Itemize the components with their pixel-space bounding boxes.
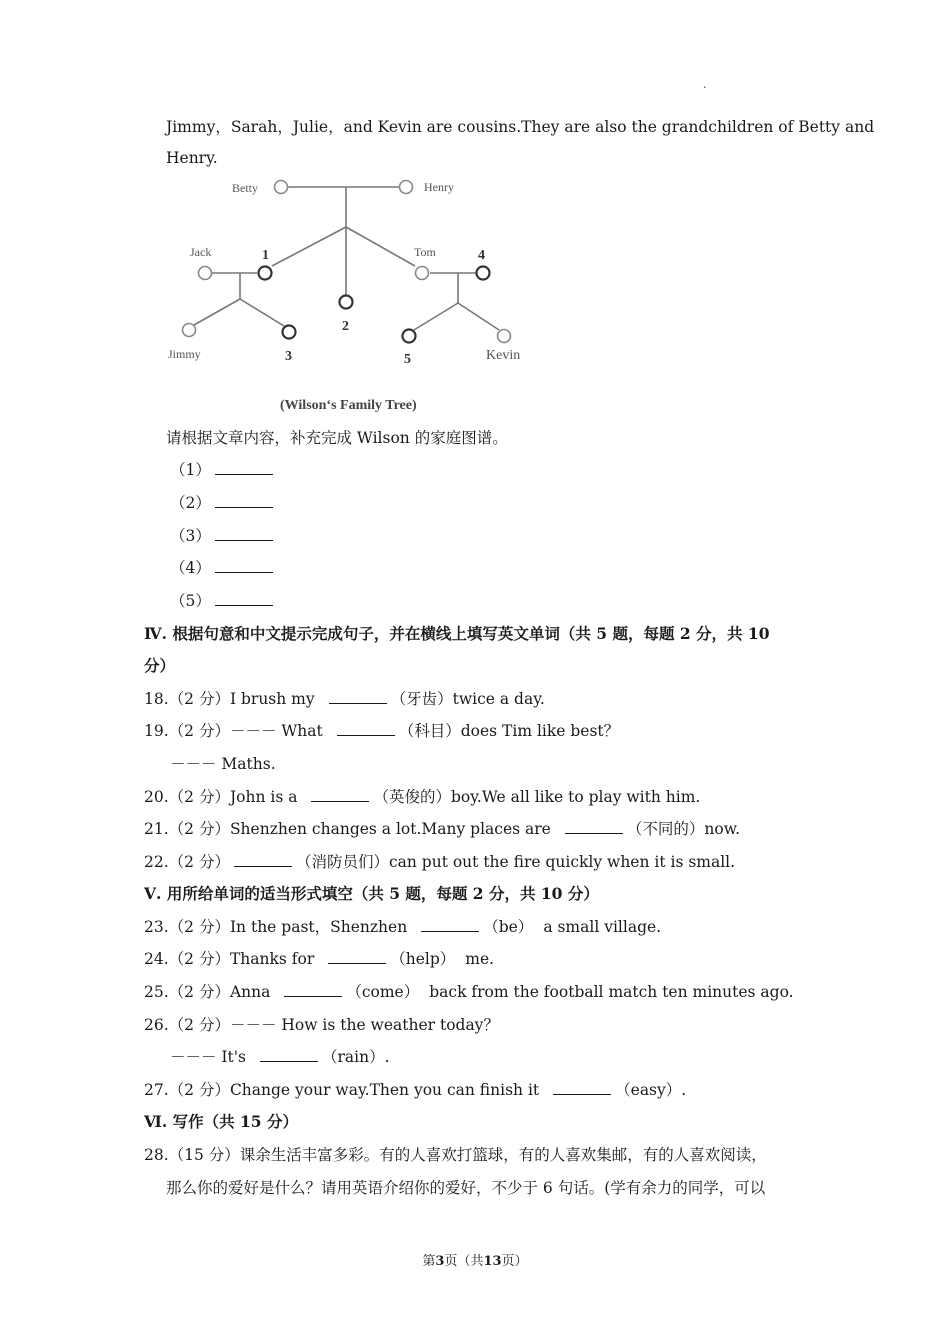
tree-caption: (Wilson‘s Family Tree) [280, 398, 417, 413]
label-betty: Betty [232, 181, 258, 195]
node-3 [283, 326, 296, 339]
q26-blank[interactable] [260, 1047, 318, 1062]
answer-2: （2） [170, 493, 277, 513]
label-4: 4 [478, 248, 485, 263]
henry-node [400, 181, 413, 194]
node-5 [403, 330, 416, 343]
betty-node [275, 181, 288, 194]
question-26: 26.（2 分）－－－ How is the weather today？ [144, 1016, 499, 1034]
answer-3-blank[interactable] [215, 526, 273, 541]
q19-blank[interactable] [337, 721, 395, 736]
question-28-line-1: 28.（15 分）课余生活丰富多彩。有的人喜欢打篮球，有的人喜欢集邮，有的人喜欢阅读， [144, 1146, 767, 1164]
page-mark: . [703, 78, 707, 91]
label-kevin: Kevin [486, 348, 521, 363]
question-28-line-2: 那么你的爱好是什么？请用英语介绍你的爱好，不少于 6 句话。(学有余力的同学，可以 [166, 1179, 766, 1197]
page-footer: 第3页（共13页） [422, 1254, 528, 1269]
answer-1-blank[interactable] [215, 460, 273, 475]
question-26-reply: －－－ It's （rain）. [170, 1048, 390, 1066]
passage-line-1: Jimmy，Sarah，Julie，and Kevin are cousins.They are also the grandchildren of Betty and [166, 118, 875, 136]
q25-blank[interactable] [284, 982, 342, 997]
jack-node [199, 267, 212, 280]
question-27: 27.（2 分）Change your way.Then you can finish it （easy）. [144, 1081, 687, 1099]
question-22: 22.（2 分） （消防员们）can put out the fire quickly when it is small. [144, 853, 736, 871]
jimmy-node [183, 324, 196, 337]
node-4 [477, 267, 490, 280]
answer-1: （1） [170, 460, 277, 480]
family-tree-diagram [160, 170, 540, 420]
answer-2-blank[interactable] [215, 493, 273, 508]
label-1: 1 [262, 248, 269, 263]
instruction: 请根据文章内容，补充完成 Wilson 的家庭图谱。 [166, 429, 508, 447]
node-1 [259, 267, 272, 280]
section-4-title-line-2: 分） [144, 656, 176, 675]
question-25: 25.（2 分）Anna （come） back from the football match ten minutes ago. [144, 983, 794, 1001]
answer-4-blank[interactable] [215, 558, 273, 573]
footer-page-number: 3 [435, 1254, 445, 1269]
q22-blank[interactable] [234, 852, 292, 867]
question-19-reply: －－－ Maths. [170, 755, 276, 773]
footer-total-pages: 13 [483, 1254, 502, 1269]
question-19: 19.（2 分）－－－ What （科目）does Tim like best？ [144, 722, 620, 740]
question-21: 21.（2 分）Shenzhen changes a lot.Many places are （不同的）now. [144, 820, 741, 838]
q21-blank[interactable] [565, 819, 623, 834]
tom-node [416, 267, 429, 280]
label-jimmy: Jimmy [168, 347, 201, 361]
answer-5: （5） [170, 591, 277, 611]
label-2: 2 [342, 319, 349, 334]
question-24: 24.（2 分）Thanks for （help） me. [144, 950, 495, 968]
label-jack: Jack [190, 245, 212, 259]
q23-blank[interactable] [421, 917, 479, 932]
section-4-title-line-1: Ⅳ. 根据句意和中文提示完成句子，并在横线上填写英文单词（共 5 题，每题 2 分，共 10 [144, 624, 770, 643]
family-tree-svg [160, 170, 540, 420]
question-18: 18.（2 分）I brush my （牙齿）twice a day. [144, 690, 545, 708]
answer-3: （3） [170, 526, 277, 546]
label-henry: Henry [424, 180, 454, 194]
answer-5-blank[interactable] [215, 591, 273, 606]
question-20: 20.（2 分）John is a （英俊的）boy.We all like to play with him. [144, 788, 701, 806]
question-23: 23.（2 分）In the past，Shenzhen （be） a small village. [144, 918, 662, 936]
passage-line-2: Henry. [166, 149, 218, 167]
kevin-node [498, 330, 511, 343]
label-5: 5 [404, 352, 411, 367]
label-3: 3 [285, 349, 292, 364]
section-6-title: Ⅵ. 写作（共 15 分） [144, 1112, 298, 1131]
section-5-title: Ⅴ. 用所给单词的适当形式填空（共 5 题，每题 2 分，共 10 分） [144, 884, 599, 903]
node-2 [340, 296, 353, 309]
q27-blank[interactable] [553, 1080, 611, 1095]
q20-blank[interactable] [311, 787, 369, 802]
q18-blank[interactable] [329, 689, 387, 704]
label-tom: Tom [414, 245, 436, 259]
answer-4: （4） [170, 558, 277, 578]
q24-blank[interactable] [328, 949, 386, 964]
